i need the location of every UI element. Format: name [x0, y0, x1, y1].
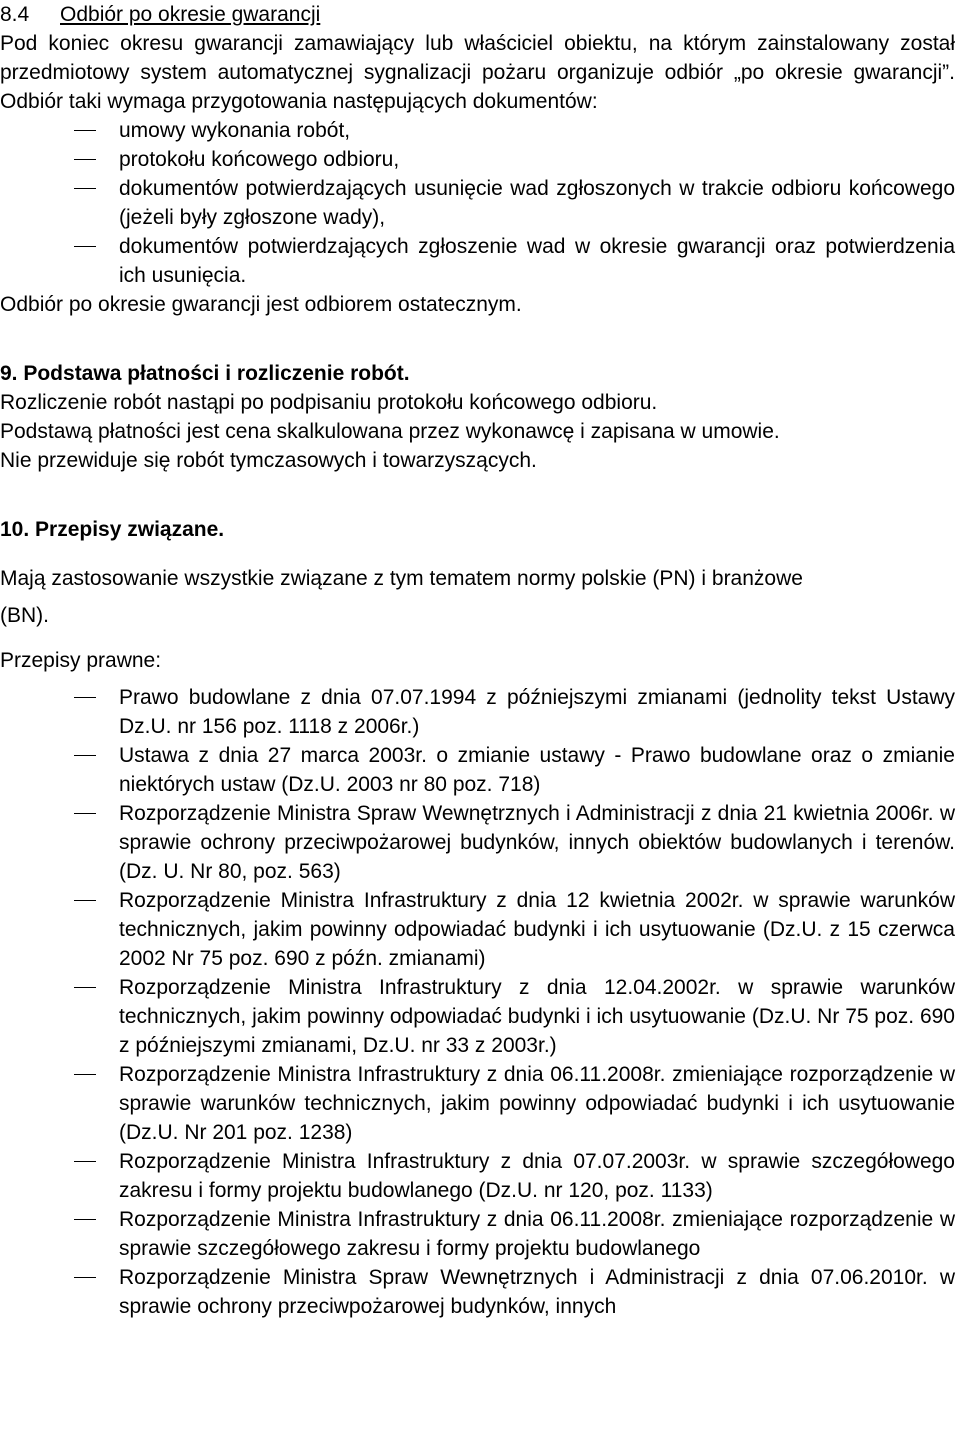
dash-bullet-icon	[74, 159, 96, 160]
dash-bullet-icon	[74, 130, 96, 131]
section-number: 8.4	[0, 3, 30, 26]
section-10-intro: (BN).	[0, 604, 49, 627]
list-item: protokołu końcowego odbioru,	[0, 145, 955, 174]
section-9-line: Podstawą płatności jest cena skalkulowana przez wykonawcę i zapisana w umowie.	[0, 420, 780, 443]
section-9-line: Rozliczenie robót nastąpi po podpisaniu protokołu końcowego odbioru.	[0, 391, 658, 414]
dash-bullet-icon	[74, 1074, 96, 1075]
section-title: Odbiór po okresie gwarancji	[60, 3, 321, 26]
dash-bullet-icon	[74, 1219, 96, 1220]
section-8-4-closing: Odbiór po okresie gwarancji jest odbiorem ostatecznym.	[0, 293, 522, 316]
list-item: umowy wykonania robót,	[0, 116, 955, 145]
required-documents-list	[0, 116, 955, 290]
dash-bullet-icon	[74, 755, 96, 756]
section-9-line: Nie przewiduje się robót tymczasowych i towarzyszących.	[0, 449, 537, 472]
dash-bullet-icon	[74, 987, 96, 988]
list-item: Ustawa z dnia 27 marca 2003r. o zmianie ustawy - Prawo budowlane oraz o zmianie niektórych ustaw (Dz.U. 2003 nr 80 poz. 718)	[0, 741, 955, 799]
section-9-heading: 9. Podstawa płatności i rozliczenie robót.	[0, 362, 410, 385]
list-item: Rozporządzenie Ministra Infrastruktury z dnia 07.07.2003r. w sprawie szczegółowego zakresu i formy projektu budowlanego (Dz.U. nr 120, poz. 1133)	[0, 1147, 955, 1205]
list-item: Rozporządzenie Ministra Spraw Wewnętrznych i Administracji z dnia 07.06.2010r. w sprawie ochrony przeciwpożarowej budynków, innych	[0, 1263, 955, 1321]
list-item: dokumentów potwierdzających usunięcie wad zgłoszonych w trakcie odbioru końcowego (jeżeli były zgłoszone wady),	[0, 174, 955, 232]
dash-bullet-icon	[74, 900, 96, 901]
list-item: Rozporządzenie Ministra Infrastruktury z dnia 06.11.2008r. zmieniające rozporządzenie w sprawie szczegółowego zakresu i formy projektu budowlanego	[0, 1205, 955, 1263]
dash-bullet-icon	[74, 1161, 96, 1162]
section-8-4-intro: Pod koniec okresu gwarancji zamawiający lub właściciel obiektu, na którym zainstalowany został przedmiotowy system automatycznej sygnalizacji pożaru organizuje odbiór „po okresie gwarancji”. Odbiór taki wymaga przygotowania następujących dokumentów:	[0, 32, 955, 113]
dash-bullet-icon	[74, 813, 96, 814]
list-item: dokumentów potwierdzających zgłoszenie wad w okresie gwarancji oraz potwierdzenia ich usunięcia.	[0, 232, 955, 290]
legal-regulations-list	[0, 683, 955, 1321]
list-item: Prawo budowlane z dnia 07.07.1994 z późniejszymi zmianami (jednolity tekst Ustawy Dz.U. nr 156 poz. 1118 z 2006r.)	[0, 683, 955, 741]
dash-bullet-icon	[74, 1277, 96, 1278]
legal-regulations-heading: Przepisy prawne:	[0, 649, 162, 672]
dash-bullet-icon	[74, 188, 96, 189]
list-item: Rozporządzenie Ministra Spraw Wewnętrznych i Administracji z dnia 21 kwietnia 2006r. w sprawie ochrony przeciwpożarowej budynków, innych obiektów budowlanych i terenów. (Dz. U. Nr 80, poz. 563)	[0, 799, 955, 886]
list-item: Rozporządzenie Ministra Infrastruktury z dnia 06.11.2008r. zmieniające rozporządzenie w sprawie warunków technicznych, jakim powinny odpowiadać budynki i ich usytuowanie (Dz.U. Nr 201 poz. 1238)	[0, 1060, 955, 1147]
section-10-heading: 10. Przepisy związane.	[0, 518, 225, 541]
list-item: Rozporządzenie Ministra Infrastruktury z dnia 12.04.2002r. w sprawie warunków technicznych, jakim powinny odpowiadać budynki i ich usytuowanie (Dz.U. Nr 75 poz. 690 z późniejszymi zmianami, Dz.U. nr 33 z 2003r.)	[0, 973, 955, 1060]
section-10-intro: Mają zastosowanie wszystkie związane z tym tematem normy polskie (PN) i branżowe	[0, 567, 803, 590]
dash-bullet-icon	[74, 246, 96, 247]
section-8-4-heading	[0, 0, 955, 29]
list-item: Rozporządzenie Ministra Infrastruktury z dnia 12 kwietnia 2002r. w sprawie warunków technicznych, jakim powinny odpowiadać budynki i ich usytuowanie (Dz.U. z 15 czerwca 2002 Nr 75 poz. 690 z późn. zmianami)	[0, 886, 955, 973]
dash-bullet-icon	[74, 697, 96, 698]
